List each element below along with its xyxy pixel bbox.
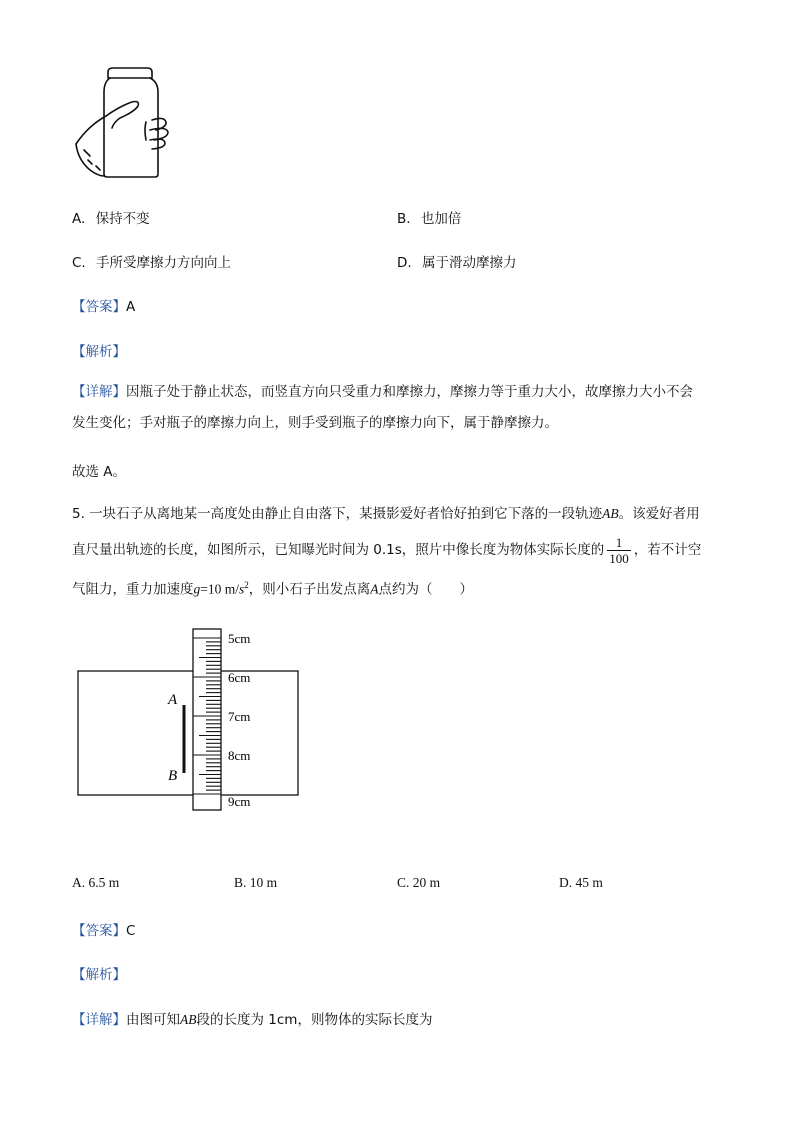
option-letter: B. bbox=[397, 211, 411, 227]
answer-value: A bbox=[126, 299, 136, 315]
option-letter: A. bbox=[72, 211, 86, 227]
option-text: 也加倍 bbox=[420, 211, 462, 227]
ruler-label-8cm: 8cm bbox=[228, 748, 251, 763]
option-letter: D. bbox=[397, 255, 412, 271]
option-text: 45 m bbox=[575, 875, 603, 890]
q4-analysis-tag: 【解析】 bbox=[72, 344, 126, 360]
q4-choose: 故选 A。 bbox=[72, 464, 127, 480]
option-letter: A. bbox=[72, 875, 86, 890]
fraction: $\frac{1}{100}$ bbox=[609, 534, 629, 566]
ruler-label-5cm: 5cm bbox=[228, 631, 251, 646]
ruler-label-9cm: 9cm bbox=[228, 794, 251, 809]
point-a-label: A bbox=[168, 692, 178, 708]
ruler-label-6cm: 6cm bbox=[228, 670, 251, 685]
q5-option-a bbox=[72, 875, 119, 891]
q5-answer bbox=[72, 919, 135, 939]
q5-line-2: 直尺量出轨迹的长度，如图所示，已知曝光时间为 0.1s，照片中像长度为物体实际长度的 $\frac{1}{100}$ ，若不计空 bbox=[72, 534, 702, 566]
option-letter: D. bbox=[559, 875, 573, 890]
q5-analysis-tag: 【解析】 bbox=[72, 967, 126, 983]
answer-tag: 【答案】 bbox=[72, 299, 126, 315]
point-b-label: B bbox=[168, 768, 178, 784]
detail-tag: 【详解】 bbox=[72, 384, 126, 400]
q5-option-d bbox=[559, 875, 603, 891]
option-text: 保持不变 bbox=[95, 211, 150, 227]
q5-detail: 【详解】由图可知AB段的长度为 1cm，则物体的实际长度为 bbox=[72, 1012, 433, 1028]
option-letter: C. bbox=[72, 255, 86, 271]
detail-line-2: 发生变化；手对瓶子的摩擦力向上，则手受到瓶子的摩擦力向下，属于静摩擦力。 bbox=[72, 415, 558, 431]
answer-value: C bbox=[126, 923, 136, 939]
detail-tag: 【详解】 bbox=[72, 1012, 126, 1028]
option-text: 20 m bbox=[412, 875, 441, 890]
ruler-label-7cm: 7cm bbox=[228, 709, 251, 724]
detail-line-1: 【详解】因瓶子处于静止状态，而竖直方向只受重力和摩擦力，摩擦力等于重力大小，故摩擦力大小不会 bbox=[72, 384, 693, 400]
q5-option-c bbox=[397, 875, 440, 891]
option-text: 手所受摩擦力方向向上 bbox=[96, 255, 232, 271]
q5-line-1: 5. 一块石子从离地某一高度处由静止自由落下，某摄影爱好者恰好拍到它下落的一段轨迹AB。该爱好者用 bbox=[72, 506, 700, 522]
q5-line-3: 气阻力，重力加速度g=10 $m/s^2$，则小石子出发点离A点约为（ ） bbox=[72, 580, 474, 598]
option-letter: B. bbox=[234, 875, 247, 890]
q5-option-b bbox=[234, 875, 277, 891]
answer-tag: 【答案】 bbox=[72, 923, 126, 939]
option-text: 属于滑动摩擦力 bbox=[421, 255, 517, 271]
photo-frame bbox=[78, 671, 298, 795]
option-text: 10 m bbox=[249, 875, 278, 890]
option-text: 6.5 m bbox=[88, 875, 120, 890]
option-letter: C. bbox=[397, 875, 410, 890]
